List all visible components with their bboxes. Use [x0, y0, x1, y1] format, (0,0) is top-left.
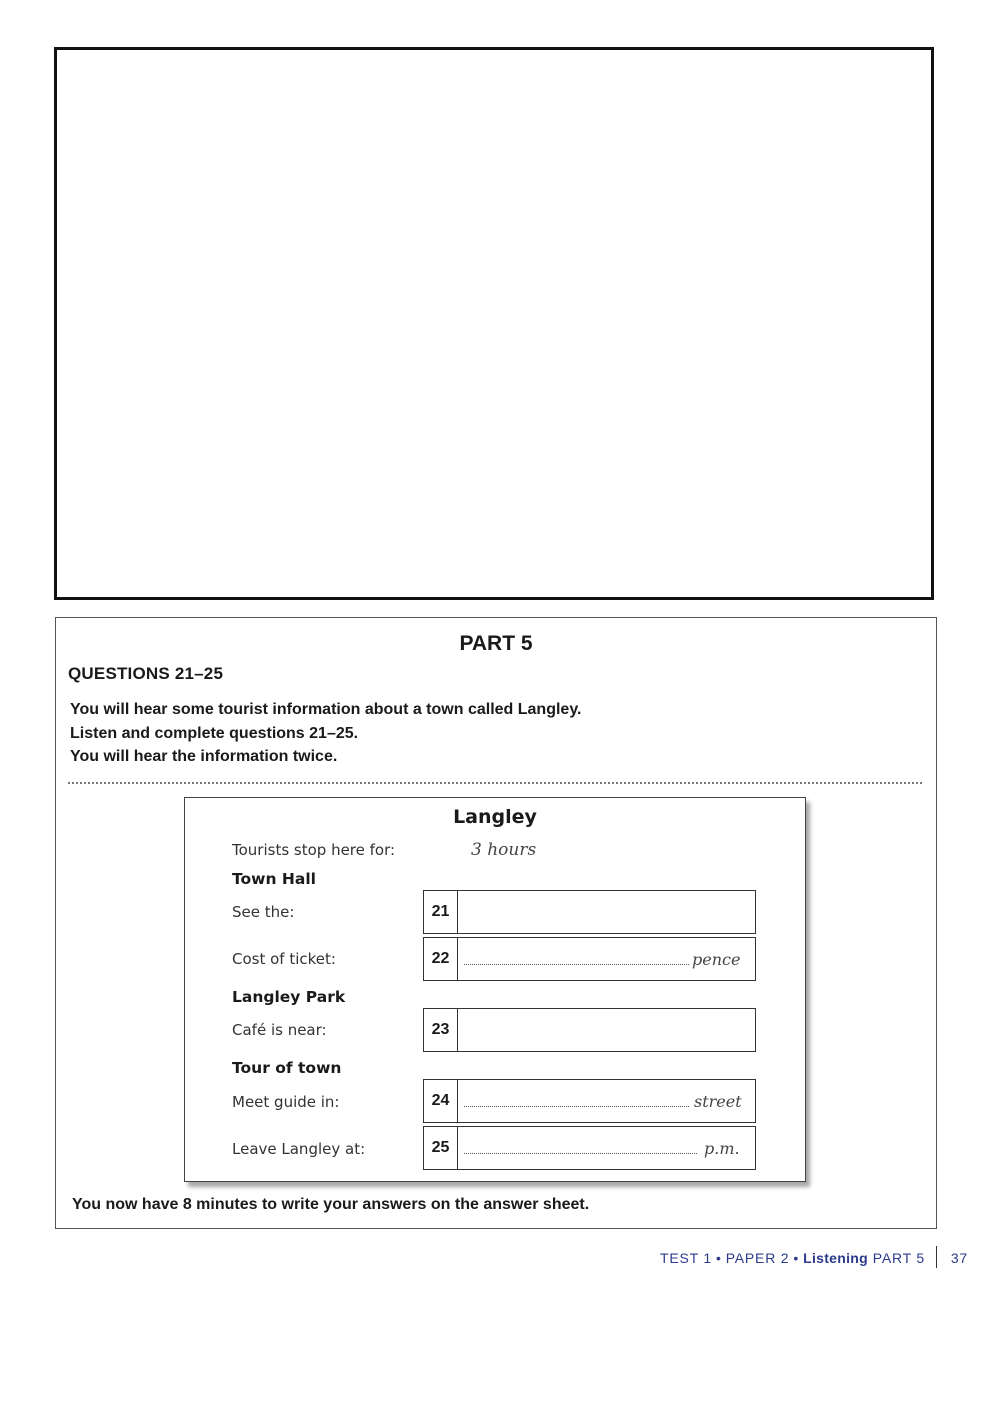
instruction-line: Listen and complete questions 21–25.	[70, 724, 359, 742]
dotted-answer-line	[464, 964, 689, 965]
page-number: 37	[950, 1250, 968, 1266]
dotted-answer-line	[464, 1106, 689, 1107]
question-label-24: Meet guide in:	[232, 1093, 340, 1111]
question-number-22: 22	[424, 938, 458, 980]
question-number-24: 24	[424, 1080, 458, 1122]
unit-label-24: street	[694, 1092, 742, 1111]
footer-paper: PAPER 2	[725, 1250, 790, 1266]
question-label-23: Café is near:	[232, 1021, 327, 1039]
answer-field-21[interactable]	[423, 890, 756, 934]
answer-field-22[interactable]	[423, 937, 756, 981]
bullet-icon: •	[715, 1250, 722, 1266]
footer-breadcrumb	[660, 1250, 925, 1266]
question-number-23: 23	[424, 1009, 458, 1051]
section-heading-tour-of-town: Tour of town	[232, 1059, 342, 1077]
example-answer: 3 hours	[471, 840, 537, 860]
answer-field-23[interactable]	[423, 1008, 756, 1052]
unit-label-22: pence	[692, 950, 741, 969]
question-number-25: 25	[424, 1127, 458, 1169]
footer-skill: Listening	[803, 1250, 869, 1266]
form-title: Langley	[453, 806, 537, 828]
question-label-22: Cost of ticket:	[232, 950, 336, 968]
footer-test: TEST 1	[659, 1250, 712, 1266]
instruction-line: You will hear the information twice.	[70, 748, 338, 765]
section-heading-langley-park: Langley Park	[232, 988, 346, 1006]
page-footer	[560, 1250, 970, 1270]
part-title: PART 5	[459, 632, 533, 655]
part-5-section	[55, 617, 937, 1229]
dotted-answer-line	[464, 1153, 697, 1154]
question-number-21: 21	[424, 891, 458, 933]
question-label-21: See the:	[232, 903, 295, 921]
bullet-icon: •	[793, 1250, 800, 1266]
blank-image-frame	[54, 47, 934, 600]
footer-separator	[936, 1246, 937, 1268]
footer-part: PART 5	[872, 1250, 925, 1266]
answer-field-25[interactable]	[423, 1126, 756, 1170]
time-note: You now have 8 minutes to write your answers on the answer sheet.	[72, 1196, 590, 1213]
questions-heading: QUESTIONS 21–25	[68, 664, 224, 683]
answer-field-24[interactable]	[423, 1079, 756, 1123]
langley-form	[184, 797, 806, 1182]
unit-label-25: p.m.	[704, 1139, 740, 1158]
instructions	[70, 698, 581, 769]
section-heading-town-hall: Town Hall	[232, 870, 316, 888]
instruction-line: You will hear some tourist information about a town called Langley.	[70, 701, 582, 718]
question-label-25: Leave Langley at:	[232, 1140, 366, 1158]
example-label: Tourists stop here for:	[232, 841, 396, 859]
dotted-divider	[68, 782, 922, 784]
